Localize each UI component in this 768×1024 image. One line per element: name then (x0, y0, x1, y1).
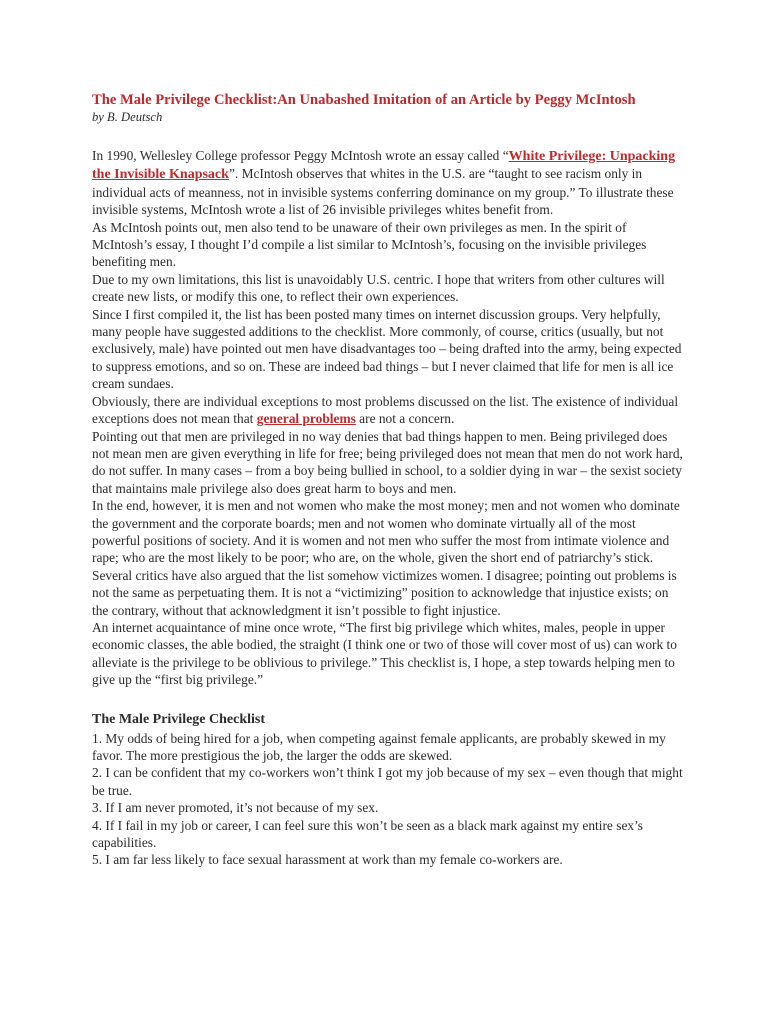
body-paragraph: Several critics have also argued that the list somehow victimizes women. I disagree; pointing out problems is not the same as perpetuating them. It is not a “victimizing” position to acknowledge that injustice exists; on the contrary, without that acknowledgment it isn’t possible to fight injustice. (92, 567, 677, 618)
general-problems-link[interactable]: general problems (256, 411, 356, 427)
body-paragraph: In the end, however, it is men and not women who make the most money; men and not women who dominate the government and the corporate boards; men and not women who dominate virtually all of the most powerful positions of society. And it is women and not men who suffer the most from intimate violence and rape; who are the most likely to be poor; who are, on the whole, given the short end of patriarchy’s stick. (92, 498, 680, 566)
checklist-heading: The Male Privilege Checklist (92, 711, 266, 727)
checklist-item: 1. My odds of being hired for a job, when competing against female applicants, are probably skewed in my favor. The more prestigious the job, the larger the odds are skewed. (92, 730, 666, 763)
checklist-item: 5. I am far less likely to face sexual harassment at work than my female co-workers are. (92, 852, 563, 868)
body-paragraph: Due to my own limitations, this list is unavoidably U.S. centric. I hope that writers from other cultures will create new lists, or modify this one, to reflect their own experiences. (92, 271, 665, 305)
checklist-item: 4. If I fail in my job or career, I can feel sure this won’t be seen as a black mark against my entire sex’s capabilities. (92, 817, 644, 851)
exceptions-text-after-link: are not a concern. (355, 411, 455, 427)
body-paragraph: Since I first compiled it, the list has been posted many times on internet discussion groups. Very helpfully, many people have suggested additions to the checklist. More commonly, of course, critics (usually, but not exclusively, male) have pointed out men have disadvantages too – being drafted into the army, being expected to suppress emotions, and so on. These are indeed bad things – but I never claimed that life for men is all ice cream sundaes. (92, 306, 682, 392)
intro-text-after-link: ”. McIntosh observes that whites in the U.S. are “taught to see racism only in individual acts of meanness, not in invisible systems conferring dominance on my group.” To illustrate these invisible systems, McIntosh wrote a list of 26 invisible privileges whites benefit from. (92, 166, 674, 218)
exceptions-paragraph (92, 393, 684, 428)
checklist-item: 2. I can be confident that my co-workers won’t think I got my job because of my sex – even though that might be true. (92, 765, 683, 798)
body-paragraph: An internet acquaintance of mine once wrote, “The first big privilege which whites, males, people in upper economic classes, the able bodied, the straight (I think one or two of those will cover most of us) can work to alleviate is the privilege to be oblivious to privilege.” This checklist is, I hope, a step towards helping men to give up the “first big privilege.” (92, 619, 677, 688)
exceptions-text-before-link: Obviously, there are individual exceptions to most problems discussed on the list. The existence of individual exceptions does not mean that (92, 393, 679, 427)
white-privilege-essay-link[interactable]: White Privilege: Unpacking the Invisible Knapsack (92, 149, 676, 183)
author-byline: by B. Deutsch (92, 110, 163, 124)
document-title: The Male Privilege Checklist:An Unabashed Imitation of an Article by Peggy McIntosh (92, 92, 636, 108)
checklist-item: 3. If I am never promoted, it’s not because of my sex. (92, 800, 379, 816)
intro-paragraph (92, 147, 684, 219)
document-page (92, 92, 684, 869)
body-paragraph: As McIntosh points out, men also tend to be unaware of their own privileges as men. In the spirit of McIntosh’s essay, I thought I’d compile a list similar to McIntosh’s, focusing on the invisible privileges benefiting men. (92, 219, 647, 270)
intro-text-before-link: In 1990, Wellesley College professor Peggy McIntosh wrote an essay called “ (92, 148, 509, 163)
body-paragraph: Pointing out that men are privileged in no way denies that bad things happen to men. Being privileged does not mean men are given everything in life for free; being privileged does not mean that men do not work hard, do not suffer. In many cases – from a boy being bullied in school, to a soldier dying in war – the sexist society that maintains male privilege also does great harm to boys and men. (92, 428, 683, 496)
